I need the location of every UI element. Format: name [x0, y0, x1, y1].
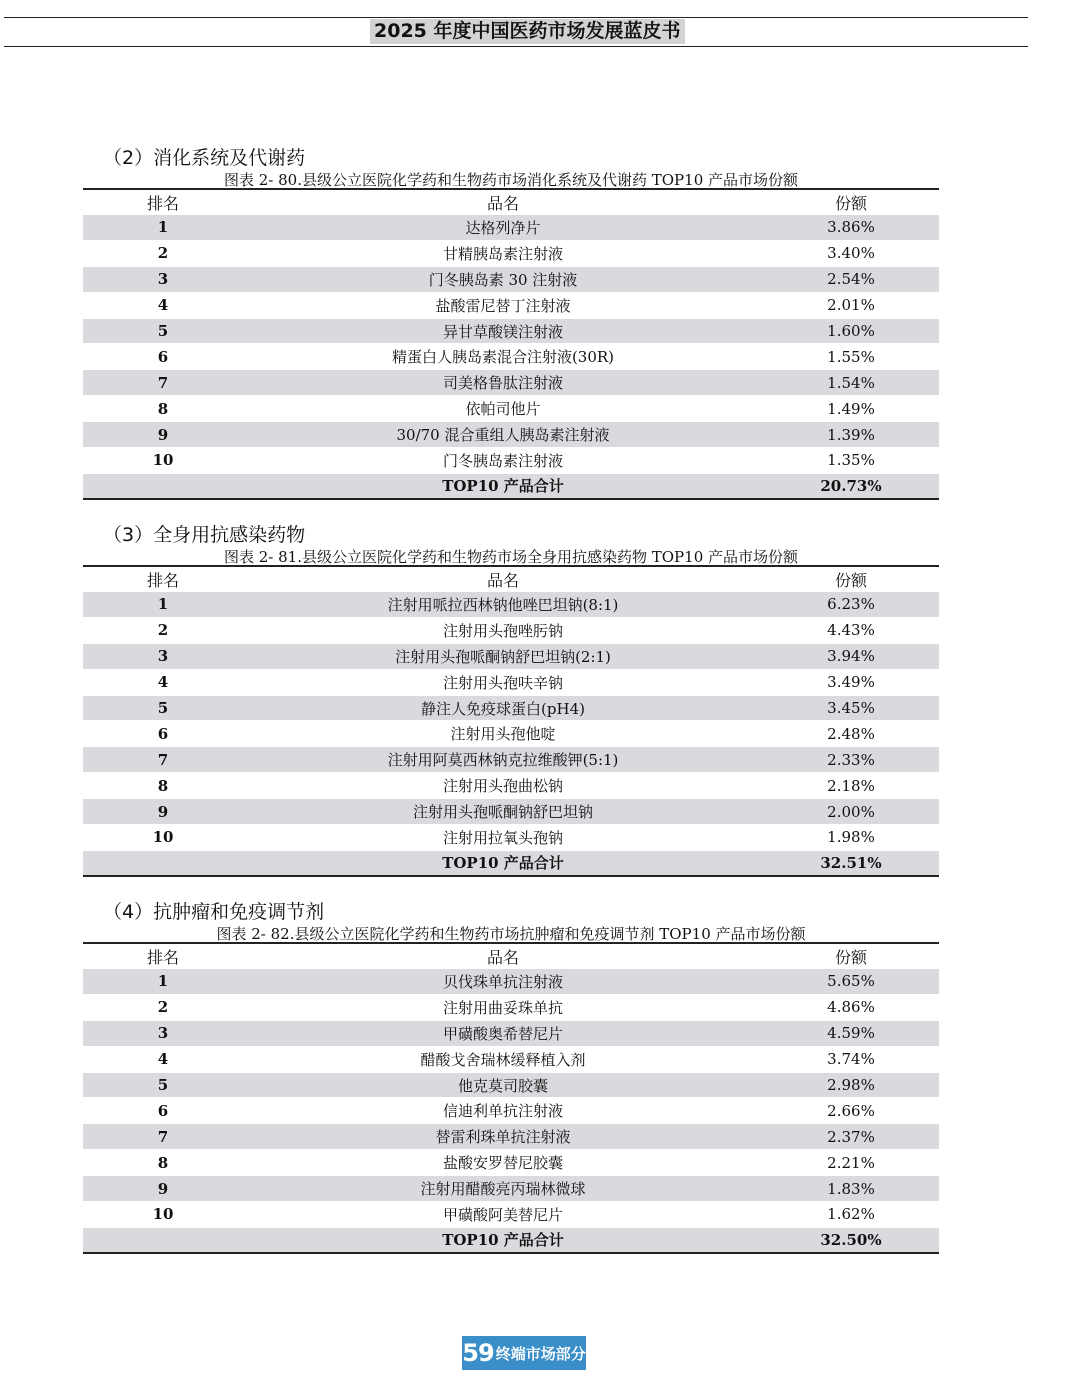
table-row [83, 1046, 939, 1072]
table-row [83, 448, 939, 474]
rank-cell: 2 [83, 617, 243, 643]
product-name-cell: 静注人免疫球蛋白(pH4) [243, 695, 763, 721]
product-name-cell: 他克莫司胶囊 [243, 1072, 763, 1098]
header-rule-top [4, 17, 1028, 18]
share-cell: 3.40% [763, 240, 939, 266]
column-header-share: 份额 [834, 193, 867, 213]
product-name-cell: 醋酸戈舍瑞林缓释植入剂 [243, 1046, 763, 1072]
rank-cell: 4 [83, 669, 243, 695]
product-name-cell: 门冬胰岛素 30 注射液 [243, 266, 763, 292]
product-name-cell: 甘精胰岛素注射液 [243, 240, 763, 266]
table-header-row [83, 566, 939, 592]
table-row [83, 617, 939, 643]
table-row [83, 825, 939, 851]
rank-cell: 8 [83, 1150, 243, 1176]
total-rank-cell [83, 473, 243, 499]
table-row [83, 799, 939, 825]
rank-cell: 2 [83, 994, 243, 1020]
table-total-row [83, 473, 939, 499]
table-row [83, 215, 939, 241]
share-cell: 2.18% [763, 773, 939, 799]
column-header-share: 份额 [834, 570, 867, 590]
table-total-row [83, 850, 939, 876]
table-row [83, 721, 939, 747]
table-row [83, 344, 939, 370]
share-cell: 4.43% [763, 617, 939, 643]
product-name-cell: 盐酸雷尼替丁注射液 [243, 292, 763, 318]
rank-cell: 9 [83, 422, 243, 448]
product-name-cell: 注射用头孢他啶 [243, 721, 763, 747]
table-row [83, 1098, 939, 1124]
total-rank-cell [83, 850, 243, 876]
table-row [83, 592, 939, 618]
product-name-cell: 注射用曲妥珠单抗 [243, 994, 763, 1020]
product-name-cell: 注射用拉氧头孢钠 [243, 825, 763, 851]
share-cell: 2.33% [763, 747, 939, 773]
total-label-cell: TOP10 产品合计 [243, 1227, 763, 1253]
table-row [83, 773, 939, 799]
column-header-name: 品名 [486, 947, 519, 967]
rank-cell: 3 [83, 266, 243, 292]
total-label-cell: TOP10 产品合计 [243, 850, 763, 876]
table-row [83, 747, 939, 773]
product-name-cell: 精蛋白人胰岛素混合注射液(30R) [243, 344, 763, 370]
table-row [83, 1202, 939, 1228]
page-number: 59 [462, 1339, 494, 1367]
table-row [83, 969, 939, 995]
share-cell: 1.39% [763, 422, 939, 448]
column-header-name: 品名 [486, 193, 519, 213]
share-cell: 2.48% [763, 721, 939, 747]
share-cell: 1.98% [763, 825, 939, 851]
section-heading: （3）全身用抗感染药物 [103, 524, 306, 546]
table-row [83, 669, 939, 695]
table-header-row [83, 943, 939, 969]
share-cell: 2.54% [763, 266, 939, 292]
market-share-table [83, 565, 939, 877]
share-cell: 3.45% [763, 695, 939, 721]
share-cell: 2.01% [763, 292, 939, 318]
share-cell: 1.55% [763, 344, 939, 370]
table-row [83, 422, 939, 448]
product-name-cell: 依帕司他片 [243, 396, 763, 422]
total-label-cell: TOP10 产品合计 [243, 473, 763, 499]
rank-cell: 9 [83, 799, 243, 825]
table-row [83, 396, 939, 422]
rank-cell: 7 [83, 747, 243, 773]
share-cell: 4.59% [763, 1020, 939, 1046]
rank-cell: 5 [83, 318, 243, 344]
product-name-cell: 司美格鲁肽注射液 [243, 370, 763, 396]
product-name-cell: 甲磺酸阿美替尼片 [243, 1202, 763, 1228]
table-header-row [83, 189, 939, 215]
rank-cell: 4 [83, 292, 243, 318]
table-row [83, 266, 939, 292]
table-row [83, 318, 939, 344]
product-name-cell: 注射用头孢哌酮钠舒巴坦钠 [243, 799, 763, 825]
rank-cell: 6 [83, 1098, 243, 1124]
product-name-cell: 注射用醋酸亮丙瑞林微球 [243, 1176, 763, 1202]
header-rule-bottom [4, 46, 1028, 47]
product-name-cell: 门冬胰岛素注射液 [243, 448, 763, 474]
rank-cell: 5 [83, 695, 243, 721]
rank-cell: 9 [83, 1176, 243, 1202]
market-share-table [83, 188, 939, 500]
table-row [83, 370, 939, 396]
column-header-rank: 排名 [146, 193, 179, 213]
rank-cell: 10 [83, 825, 243, 851]
share-cell: 2.00% [763, 799, 939, 825]
table-row [83, 695, 939, 721]
column-header-name: 品名 [486, 570, 519, 590]
product-name-cell: 注射用头孢唑肟钠 [243, 617, 763, 643]
column-header-rank: 排名 [146, 570, 179, 590]
share-cell: 1.49% [763, 396, 939, 422]
rank-cell: 10 [83, 1202, 243, 1228]
product-name-cell: 贝伐珠单抗注射液 [243, 969, 763, 995]
product-name-cell: 替雷利珠单抗注射液 [243, 1124, 763, 1150]
table-caption: 图表 2- 80.县级公立医院化学药和生物药市场消化系统及代谢药 TOP10 产品市场份额 [223, 171, 799, 189]
rank-cell: 7 [83, 370, 243, 396]
share-cell: 5.65% [763, 969, 939, 995]
page-header-title: 2025 年度中国医药市场发展蓝皮书 [370, 19, 685, 44]
share-cell: 3.86% [763, 215, 939, 241]
rank-cell: 2 [83, 240, 243, 266]
rank-cell: 5 [83, 1072, 243, 1098]
share-cell: 1.54% [763, 370, 939, 396]
table-row [83, 643, 939, 669]
market-share-table [83, 942, 939, 1254]
rank-cell: 4 [83, 1046, 243, 1072]
rank-cell: 8 [83, 773, 243, 799]
table-row [83, 292, 939, 318]
share-cell: 1.35% [763, 448, 939, 474]
rank-cell: 10 [83, 448, 243, 474]
product-name-cell: 信迪利单抗注射液 [243, 1098, 763, 1124]
section-heading: （2）消化系统及代谢药 [103, 147, 306, 169]
share-cell: 2.98% [763, 1072, 939, 1098]
column-header-share: 份额 [834, 947, 867, 967]
share-cell: 2.21% [763, 1150, 939, 1176]
product-name-cell: 注射用头孢呋辛钠 [243, 669, 763, 695]
share-cell: 2.37% [763, 1124, 939, 1150]
product-name-cell: 注射用头孢曲松钠 [243, 773, 763, 799]
table-row [83, 1176, 939, 1202]
table-row [83, 1072, 939, 1098]
table-row [83, 1124, 939, 1150]
rank-cell: 3 [83, 1020, 243, 1046]
table-row [83, 1020, 939, 1046]
product-name-cell: 甲磺酸奥希替尼片 [243, 1020, 763, 1046]
rank-cell: 8 [83, 396, 243, 422]
rank-cell: 6 [83, 721, 243, 747]
section-heading: （4）抗肿瘤和免疫调节剂 [103, 901, 325, 923]
share-cell: 1.60% [763, 318, 939, 344]
column-header-rank: 排名 [146, 947, 179, 967]
share-cell: 3.94% [763, 643, 939, 669]
product-name-cell: 盐酸安罗替尼胶囊 [243, 1150, 763, 1176]
product-name-cell: 30/70 混合重组人胰岛素注射液 [243, 422, 763, 448]
rank-cell: 3 [83, 643, 243, 669]
table-caption: 图表 2- 81.县级公立医院化学药和生物药市场全身用抗感染药物 TOP10 产品市场份额 [223, 548, 799, 566]
product-name-cell: 注射用阿莫西林钠克拉维酸钾(5:1) [243, 747, 763, 773]
share-cell: 3.74% [763, 1046, 939, 1072]
table-row [83, 994, 939, 1020]
share-cell: 3.49% [763, 669, 939, 695]
table-row [83, 1150, 939, 1176]
total-share-cell: 32.50% [763, 1227, 939, 1253]
page-footer-badge [462, 1336, 586, 1370]
product-name-cell: 异甘草酸镁注射液 [243, 318, 763, 344]
share-cell: 2.66% [763, 1098, 939, 1124]
rank-cell: 6 [83, 344, 243, 370]
rank-cell: 1 [83, 592, 243, 618]
share-cell: 1.83% [763, 1176, 939, 1202]
rank-cell: 1 [83, 969, 243, 995]
product-name-cell: 注射用头孢哌酮钠舒巴坦钠(2:1) [243, 643, 763, 669]
product-name-cell: 注射用哌拉西林钠他唑巴坦钠(8:1) [243, 592, 763, 618]
footer-label: 终端市场部分 [495, 1344, 586, 1363]
table-caption: 图表 2- 82.县级公立医院化学药和生物药市场抗肿瘤和免疫调节剂 TOP10 产品市场份额 [216, 925, 806, 943]
total-rank-cell [83, 1227, 243, 1253]
table-total-row [83, 1227, 939, 1253]
share-cell: 4.86% [763, 994, 939, 1020]
total-share-cell: 20.73% [763, 473, 939, 499]
table-row [83, 240, 939, 266]
share-cell: 1.62% [763, 1202, 939, 1228]
share-cell: 6.23% [763, 592, 939, 618]
total-share-cell: 32.51% [763, 850, 939, 876]
product-name-cell: 达格列净片 [243, 215, 763, 241]
rank-cell: 1 [83, 215, 243, 241]
rank-cell: 7 [83, 1124, 243, 1150]
